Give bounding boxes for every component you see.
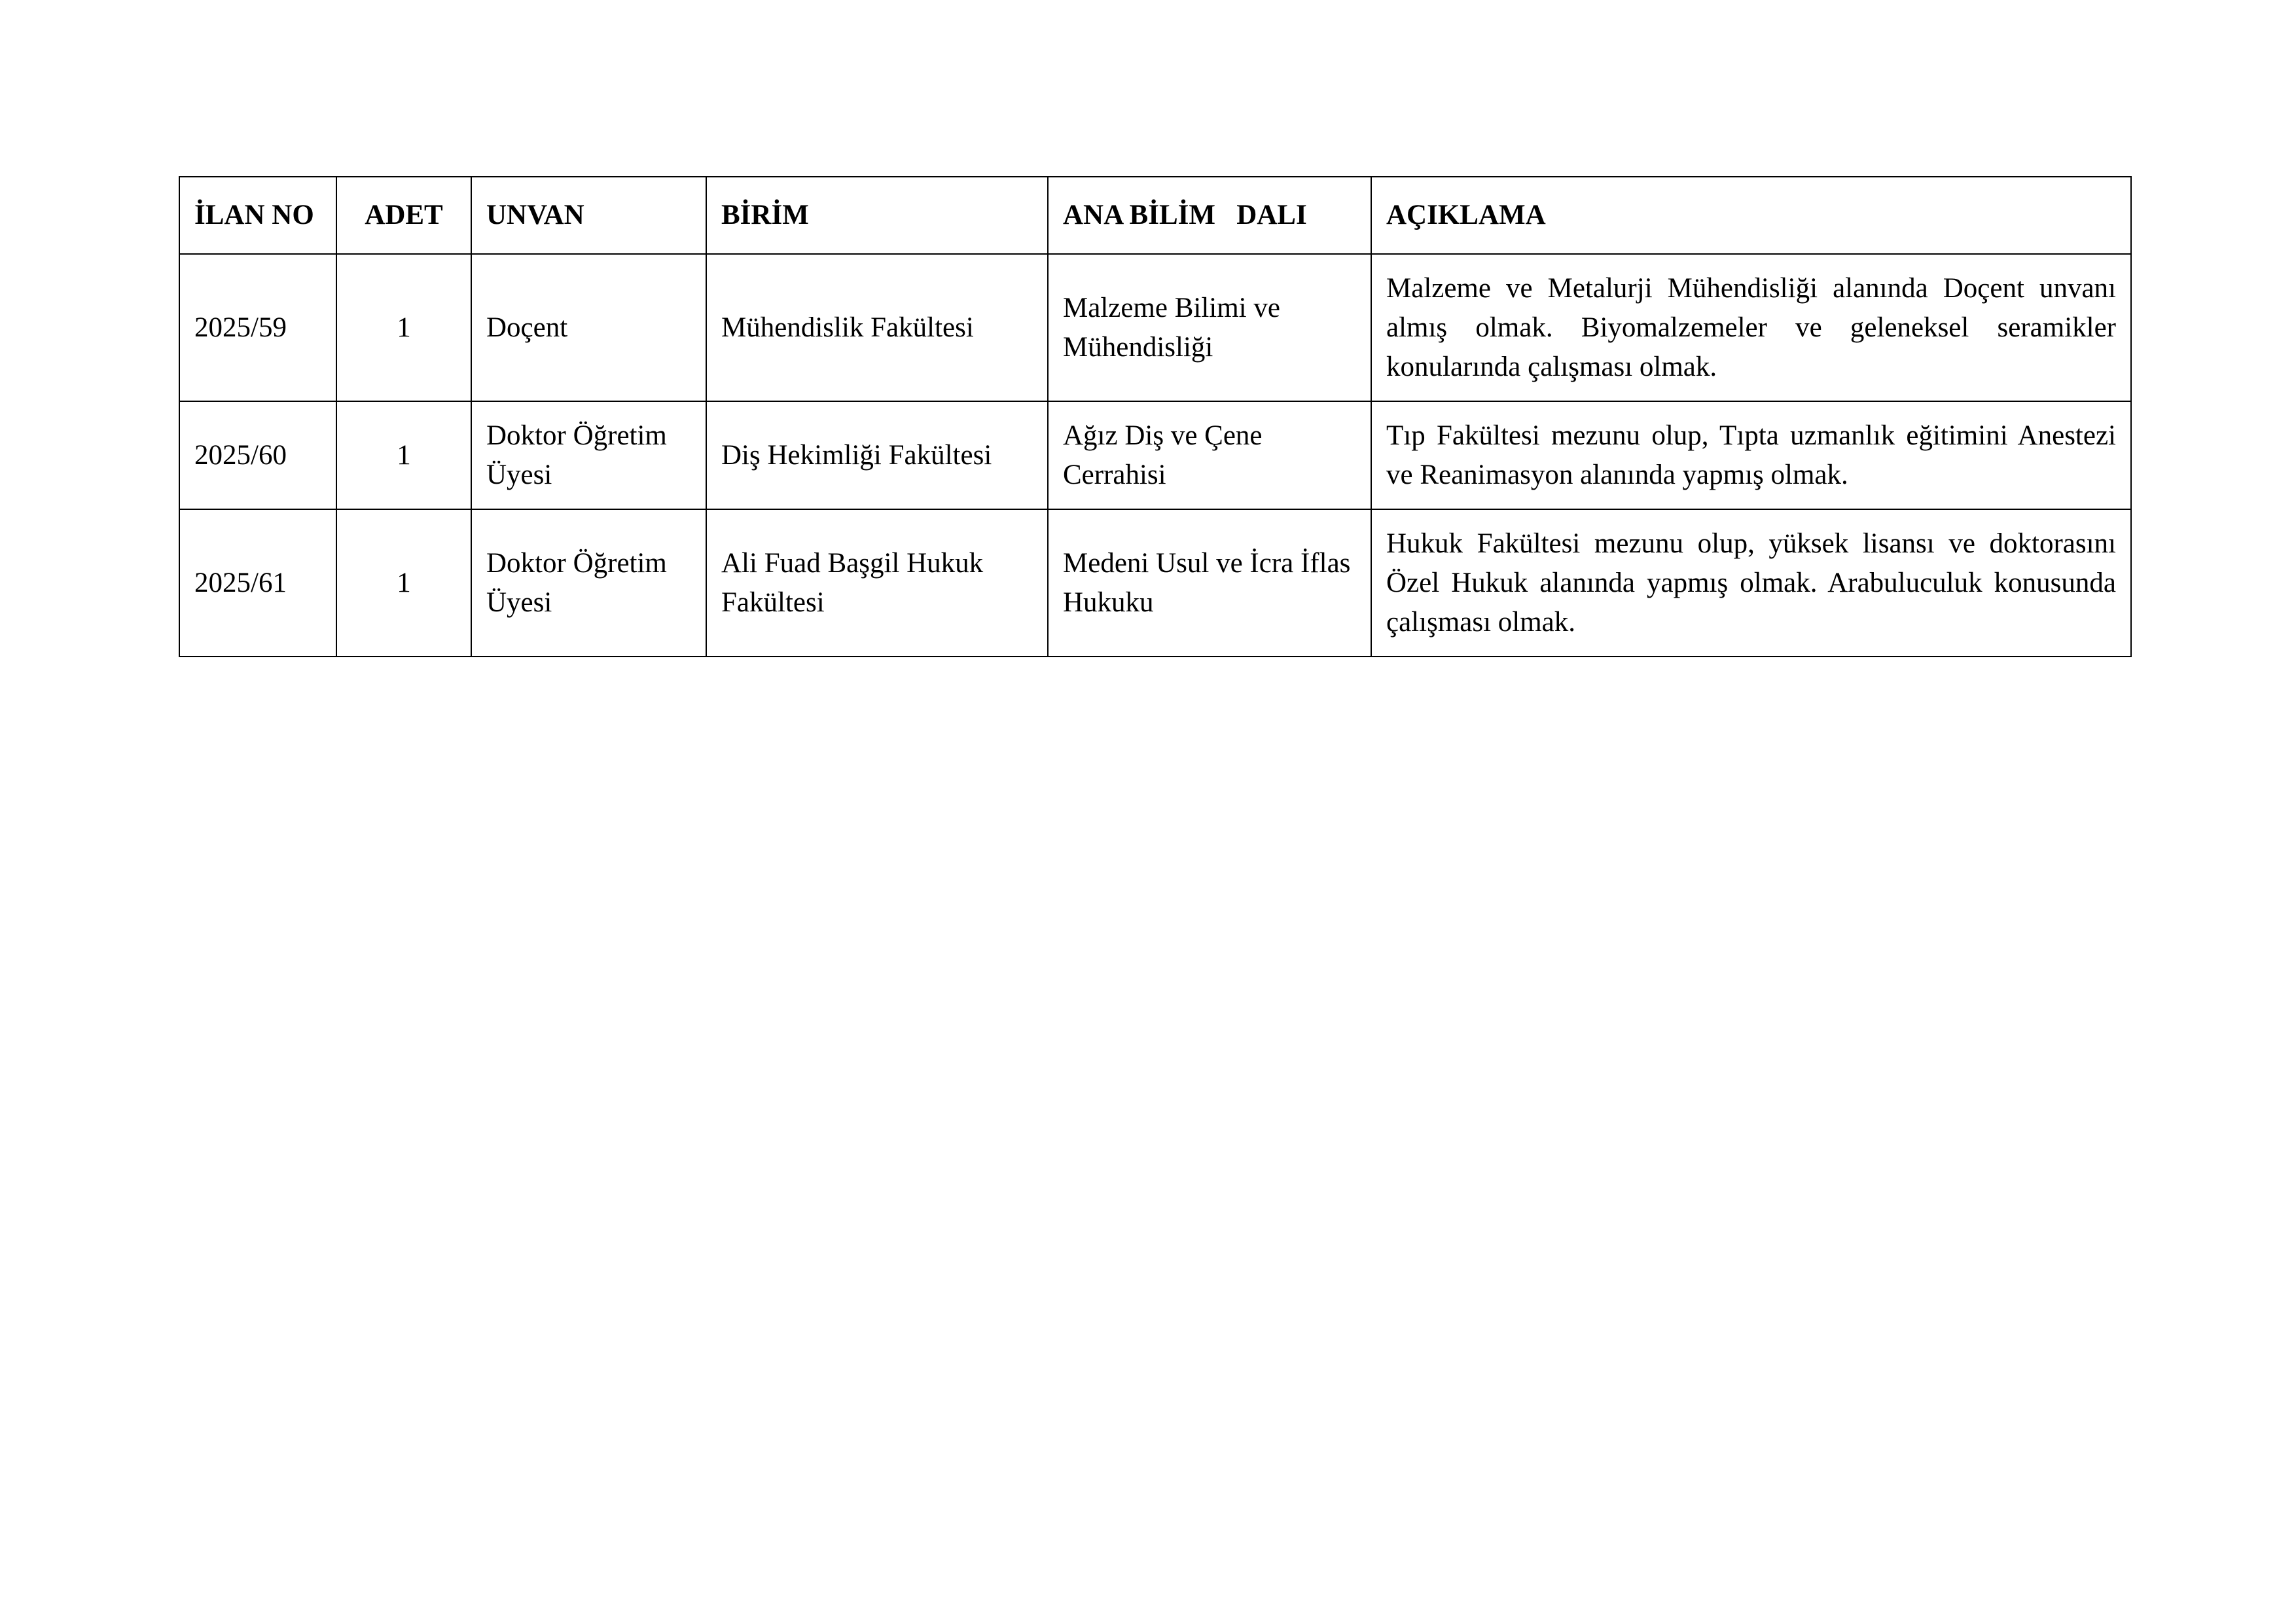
header-birim: BİRİM [706,177,1048,254]
cell-aciklama: Malzeme ve Metalurji Mühendisliği alanında Doçent unvanı almış olmak. Biyomalzemeler ve geleneksel seramikler konularında çalışması olmak. [1371,254,2131,401]
header-ilan-no: İLAN NO [179,177,336,254]
cell-adet: 1 [336,254,471,401]
cell-birim: Diş Hekimliği Fakültesi [706,401,1048,509]
table-row [179,509,2131,657]
cell-ilan-no: 2025/61 [179,509,336,657]
cell-ana-bilim-dali: Malzeme Bilimi ve Mühendisliği [1048,254,1371,401]
cell-ana-bilim-dali: Medeni Usul ve İcra İflas Hukuku [1048,509,1371,657]
cell-birim: Ali Fuad Başgil Hukuk Fakültesi [706,509,1048,657]
cell-ilan-no: 2025/60 [179,401,336,509]
header-row [179,177,2131,254]
cell-aciklama: Tıp Fakültesi mezunu olup, Tıpta uzmanlık eğitimini Anestezi ve Reanimasyon alanında yapmış olmak. [1371,401,2131,509]
header-aciklama: AÇIKLAMA [1371,177,2131,254]
cell-birim: Mühendislik Fakültesi [706,254,1048,401]
cell-adet: 1 [336,401,471,509]
cell-aciklama: Hukuk Fakültesi mezunu olup, yüksek lisansı ve doktorasını Özel Hukuk alanında yapmış olmak. Arabuluculuk konusunda çalışması olmak. [1371,509,2131,657]
table-row [179,254,2131,401]
announcement-table [179,176,2132,657]
cell-unvan: Doçent [471,254,706,401]
cell-ana-bilim-dali: Ağız Diş ve Çene Cerrahisi [1048,401,1371,509]
cell-unvan: Doktor Öğretim Üyesi [471,509,706,657]
cell-ilan-no: 2025/59 [179,254,336,401]
header-adet: ADET [336,177,471,254]
cell-unvan: Doktor Öğretim Üyesi [471,401,706,509]
table-row [179,401,2131,509]
header-unvan: UNVAN [471,177,706,254]
cell-adet: 1 [336,509,471,657]
header-ana-bilim-dali: ANA BİLİM DALI [1048,177,1371,254]
